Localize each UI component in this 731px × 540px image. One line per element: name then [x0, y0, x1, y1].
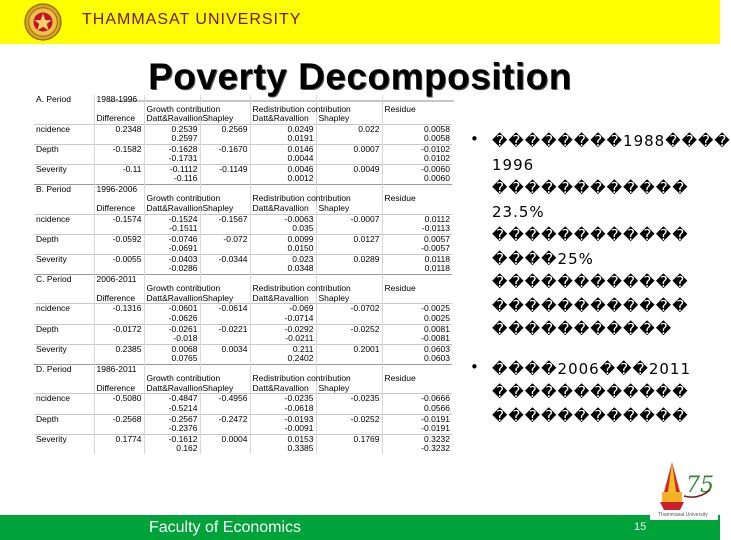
- table-row: [34, 354, 452, 364]
- table-cell: 0.0081: [382, 324, 452, 334]
- table-cell: -0.018: [144, 334, 200, 344]
- table-cell: [94, 264, 144, 274]
- table-cell: -0.0113: [382, 224, 452, 234]
- table-cell: -0.4956: [200, 394, 250, 404]
- table-cell: -0.0091: [250, 424, 316, 434]
- table-cell: [34, 354, 94, 364]
- table-cell: [382, 114, 452, 124]
- table-cell: 0.2402: [250, 354, 316, 364]
- table-row: [34, 394, 452, 404]
- table-cell: [200, 354, 250, 364]
- table-cell: 0.0004: [200, 434, 250, 444]
- bullet-line: 1996: [492, 155, 535, 174]
- table-row: [34, 144, 452, 154]
- bullet-item: [468, 358, 720, 429]
- table-row: [34, 114, 452, 124]
- table-cell: [316, 264, 382, 274]
- table-cell: Shapley: [316, 114, 382, 124]
- table-cell: 0.0289: [316, 254, 382, 264]
- table-row: [34, 334, 452, 344]
- table-cell: 0.0102: [382, 154, 452, 164]
- table-cell: 0.0099: [250, 234, 316, 244]
- table-cell: [316, 404, 382, 414]
- table-cell: Redistribution contribution: [250, 105, 316, 115]
- table-cell: -0.0193: [250, 414, 316, 424]
- table-cell: Severity: [34, 344, 94, 354]
- table-cell: Datt&Ravallion: [144, 294, 200, 304]
- bullet-dot-icon: •: [470, 130, 479, 148]
- table-cell: 0.0153: [250, 434, 316, 444]
- table-cell: Difference: [94, 114, 144, 124]
- table-cell: 0.0025: [382, 314, 452, 324]
- table-cell: [316, 424, 382, 434]
- table-cell: -0.1511: [144, 224, 200, 234]
- table-cell: -0.1731: [144, 154, 200, 164]
- table-cell: [316, 244, 382, 254]
- table-cell: 0.0060: [382, 174, 452, 184]
- table-cell: -0.0102: [382, 144, 452, 154]
- table-cell: -0.0063: [250, 214, 316, 224]
- table-cell: [316, 134, 382, 144]
- table-cell: 0.0118: [382, 254, 452, 264]
- table-cell: 0.035: [250, 224, 316, 234]
- table-cell: -0.0614: [200, 304, 250, 314]
- table-cell: [34, 404, 94, 414]
- table-cell: [316, 154, 382, 164]
- table-cell: [94, 334, 144, 344]
- table-cell: Growth contribution: [144, 284, 200, 294]
- table-row: [34, 344, 452, 354]
- table-cell: -0.0252: [316, 324, 382, 334]
- table-cell: Growth contribution: [144, 105, 200, 115]
- anniversary-logo-icon: [650, 456, 718, 520]
- table-cell: -0.0060: [382, 164, 452, 174]
- table-cell: -0.0211: [250, 334, 316, 344]
- table-cell: [316, 444, 382, 454]
- table-cell: [382, 294, 452, 304]
- table-cell: -0.5080: [94, 394, 144, 404]
- table-cell: -0.0221: [200, 324, 250, 334]
- table-cell: -0.0292: [250, 324, 316, 334]
- table-cell: -0.0403: [144, 254, 200, 264]
- table-cell: -0.1612: [144, 434, 200, 444]
- table-cell: [382, 384, 452, 394]
- bullet-list: [468, 130, 731, 428]
- table-cell: -0.0235: [316, 394, 382, 404]
- decomposition-table-image: [34, 95, 452, 490]
- table-cell: ncidence: [34, 124, 94, 134]
- bullet-line: ������������: [492, 226, 689, 244]
- table-cell: [200, 174, 250, 184]
- table-cell: [382, 204, 452, 214]
- table-cell: Datt&Ravallion: [250, 384, 316, 394]
- bullet-line: ��������1988����: [492, 132, 731, 150]
- table-cell: [34, 294, 94, 304]
- table-cell: 0.0603: [382, 354, 452, 364]
- bullet-line: ������������: [492, 406, 689, 425]
- bullet-line: ����2006���2011: [492, 359, 692, 378]
- table-cell: Difference: [94, 384, 144, 394]
- table-cell: [200, 154, 250, 164]
- bullet-line: ������������: [492, 273, 689, 291]
- table-cell: Shapley: [200, 384, 250, 394]
- table-cell: 0.0191: [250, 134, 316, 144]
- table-cell: [34, 264, 94, 274]
- table-cell: [34, 114, 94, 124]
- table-cell: [200, 314, 250, 324]
- table-cell: [94, 314, 144, 324]
- table-cell: 0.023: [250, 254, 316, 264]
- table-cell: B. Period: [34, 184, 94, 194]
- table-cell: -0.0191: [382, 424, 452, 434]
- table-row: [34, 434, 452, 444]
- table-cell: [200, 334, 250, 344]
- table-cell: [200, 424, 250, 434]
- table-cell: Growth contribution: [144, 194, 200, 204]
- table-cell: 0.0034: [200, 344, 250, 354]
- table-cell: -0.0714: [250, 314, 316, 324]
- table-cell: 0.2539: [144, 124, 200, 134]
- table-row: [34, 384, 452, 394]
- table-cell: A. Period: [36, 94, 71, 104]
- slide-title: Poverty Decomposition: [148, 56, 572, 97]
- table-cell: [200, 244, 250, 254]
- table-row: [34, 324, 452, 334]
- table-cell: 0.3385: [250, 444, 316, 454]
- table-cell: 0.3232: [382, 434, 452, 444]
- table-cell: 0.0057: [382, 234, 452, 244]
- table-cell: -0.1582: [94, 144, 144, 154]
- table-cell: -0.1112: [144, 164, 200, 174]
- table-cell: Severity: [34, 164, 94, 174]
- table-cell: [34, 204, 94, 214]
- table-cell: 0.0249: [250, 124, 316, 134]
- table-cell: -0.1524: [144, 214, 200, 224]
- table-cell: [316, 334, 382, 344]
- table-cell: [94, 354, 144, 364]
- table-cell: [94, 134, 144, 144]
- table-row: [34, 304, 452, 314]
- table-cell: [200, 264, 250, 274]
- table-cell: 0.0146: [250, 144, 316, 154]
- table-cell: [94, 244, 144, 254]
- table-cell: Severity: [34, 254, 94, 264]
- table-cell: 2006-2011: [94, 274, 144, 284]
- table-cell: [34, 444, 94, 454]
- table-cell: -0.5214: [144, 404, 200, 414]
- table-cell: [94, 444, 144, 454]
- table-cell: -0.0007: [316, 214, 382, 224]
- table-cell: -0.2376: [144, 424, 200, 434]
- table-cell: 1986-2011: [94, 364, 144, 374]
- table-cell: -0.0691: [144, 244, 200, 254]
- bullet-line: �����������: [492, 320, 673, 338]
- table-cell: -0.0055: [94, 254, 144, 264]
- table-cell: Depth: [34, 234, 94, 244]
- table-cell: [94, 424, 144, 434]
- table-cell: -0.2472: [200, 414, 250, 424]
- table-cell: 0.022: [316, 124, 382, 134]
- table-cell: Depth: [34, 144, 94, 154]
- table-cell: -0.0666: [382, 394, 452, 404]
- bullet-item: [468, 130, 731, 342]
- table-cell: Residue: [382, 374, 452, 384]
- faculty-label: Faculty of Economics: [148, 519, 302, 536]
- table-row: [34, 234, 452, 244]
- table-cell: -0.0746: [144, 234, 200, 244]
- bullet-line: 23.5%: [492, 202, 545, 221]
- bullet-line: ������������: [492, 296, 689, 315]
- table-cell: -0.1149: [200, 164, 250, 174]
- table-cell: Shapley: [200, 204, 250, 214]
- table-cell: Severity: [34, 434, 94, 444]
- table-cell: 0.0348: [250, 264, 316, 274]
- table-cell: 0.0765: [144, 354, 200, 364]
- table-cell: Redistribution contribution: [250, 374, 316, 384]
- table-cell: [34, 334, 94, 344]
- table-cell: -0.0702: [316, 304, 382, 314]
- table-cell: [316, 354, 382, 364]
- university-seal-icon: [24, 3, 62, 41]
- table-cell: [34, 224, 94, 234]
- table-row: [34, 294, 452, 304]
- table-cell: ncidence: [34, 304, 94, 314]
- table-row: [34, 134, 452, 144]
- table-cell: Shapley: [316, 384, 382, 394]
- table-cell: 0.211: [250, 344, 316, 354]
- table-cell: Shapley: [200, 114, 250, 124]
- table-cell: 0.0112: [382, 214, 452, 224]
- table-cell: [34, 284, 94, 294]
- table-cell: -0.4847: [144, 394, 200, 404]
- table-cell: 0.0150: [250, 244, 316, 254]
- table-cell: Residue: [382, 105, 452, 115]
- table-cell: -0.1628: [144, 144, 200, 154]
- table-row: [34, 224, 452, 234]
- table-cell: -0.0252: [316, 414, 382, 424]
- table-cell: Difference: [94, 294, 144, 304]
- table-cell: Growth contribution: [144, 374, 200, 384]
- table-row: [34, 154, 452, 164]
- table-cell: -0.2567: [144, 414, 200, 424]
- table-cell: 0.2569: [200, 124, 250, 134]
- table-cell: -0.0235: [250, 394, 316, 404]
- table-cell: -0.1316: [94, 304, 144, 314]
- table-cell: Datt&Ravallion: [144, 204, 200, 214]
- table-cell: Residue: [382, 194, 452, 204]
- table-cell: 0.0044: [250, 154, 316, 164]
- table-cell: Datt&Ravallion: [250, 204, 316, 214]
- table-cell: 0.0127: [316, 234, 382, 244]
- table-cell: -0.0261: [144, 324, 200, 334]
- table-cell: ncidence: [34, 214, 94, 224]
- table-cell: [200, 224, 250, 234]
- table-cell: 0.2001: [316, 344, 382, 354]
- table-cell: 0.0118: [382, 264, 452, 274]
- table-cell: Depth: [34, 324, 94, 334]
- table-cell: -0.0626: [144, 314, 200, 324]
- table-cell: [94, 404, 144, 414]
- table-cell: Datt&Ravallion: [250, 294, 316, 304]
- table-row: [34, 414, 452, 424]
- table-cell: -0.072: [200, 234, 250, 244]
- table-cell: -0.0601: [144, 304, 200, 314]
- table-cell: Depth: [34, 414, 94, 424]
- table-row: [34, 124, 452, 134]
- bullet-line: ������������: [492, 383, 689, 401]
- table-row: [34, 214, 452, 224]
- table-cell: 1988-1996: [94, 95, 144, 105]
- table-cell: [34, 424, 94, 434]
- table-cell: -0.3232: [382, 444, 452, 454]
- table-cell: -0.0618: [250, 404, 316, 414]
- table-cell: [34, 154, 94, 164]
- table-cell: [34, 314, 94, 324]
- table-cell: [200, 404, 250, 414]
- table-cell: -0.1567: [200, 214, 250, 224]
- table-cell: [200, 444, 250, 454]
- table-cell: [34, 174, 94, 184]
- table-cell: -0.069: [250, 304, 316, 314]
- table-cell: [34, 244, 94, 254]
- table-cell: 1996-2006: [94, 184, 144, 194]
- table-cell: [316, 314, 382, 324]
- table-cell: ncidence: [34, 394, 94, 404]
- table-cell: [34, 194, 94, 204]
- table-cell: 0.2348: [94, 124, 144, 134]
- table-row: [34, 424, 452, 434]
- table-cell: [316, 224, 382, 234]
- table-cell: 0.1769: [316, 434, 382, 444]
- table-cell: -0.1574: [94, 214, 144, 224]
- table-row: [34, 174, 452, 184]
- table-row: [34, 314, 452, 324]
- table-cell: Shapley: [316, 294, 382, 304]
- table-cell: -0.0057: [382, 244, 452, 254]
- table-row: [34, 254, 452, 264]
- table-cell: Redistribution contribution: [250, 284, 316, 294]
- table-cell: Residue: [382, 284, 452, 294]
- table-cell: -0.0191: [382, 414, 452, 424]
- svg-text:Thammasat University: Thammasat University: [658, 512, 708, 518]
- table-cell: Shapley: [316, 204, 382, 214]
- table-cell: C. Period: [34, 274, 94, 284]
- bullet-line: ����25%: [492, 249, 594, 268]
- table-row: [34, 264, 452, 274]
- table-cell: -0.2568: [94, 414, 144, 424]
- table-cell: Difference: [94, 204, 144, 214]
- decomposition-table: [34, 95, 452, 454]
- table-cell: Datt&Ravallion: [144, 384, 200, 394]
- university-name: THAMMASAT UNIVERSITY: [82, 11, 302, 28]
- table-cell: [94, 174, 144, 184]
- svg-text:75: 75: [686, 473, 714, 498]
- table-row: [34, 164, 452, 174]
- table-cell: -0.116: [144, 174, 200, 184]
- table-cell: 0.0058: [382, 134, 452, 144]
- table-row: [34, 244, 452, 254]
- table-cell: 0.0007: [316, 144, 382, 154]
- table-cell: [200, 134, 250, 144]
- table-cell: [34, 134, 94, 144]
- table-cell: -0.0286: [144, 264, 200, 274]
- table-cell: -0.0344: [200, 254, 250, 264]
- table-cell: D. Period: [34, 364, 94, 374]
- table-cell: 0.0566: [382, 404, 452, 414]
- table-cell: -0.0172: [94, 324, 144, 334]
- table-cell: 0.0049: [316, 164, 382, 174]
- table-cell: Redistribution contribution: [250, 194, 316, 204]
- table-cell: [316, 174, 382, 184]
- table-row: [34, 204, 452, 214]
- table-cell: Datt&Ravallion: [144, 114, 200, 124]
- table-cell: [34, 105, 94, 115]
- table-cell: [34, 374, 94, 384]
- table-cell: -0.11: [94, 164, 144, 174]
- table-cell: -0.1670: [200, 144, 250, 154]
- table-cell: 0.0068: [144, 344, 200, 354]
- table-cell: 0.0046: [250, 164, 316, 174]
- page-number: 15: [634, 521, 647, 533]
- table-cell: Shapley: [200, 294, 250, 304]
- table-cell: 0.0058: [382, 124, 452, 134]
- table-cell: [34, 384, 94, 394]
- table-cell: -0.0081: [382, 334, 452, 344]
- table-cell: -0.0592: [94, 234, 144, 244]
- table-cell: 0.2597: [144, 134, 200, 144]
- table-cell: [94, 154, 144, 164]
- bullet-dot-icon: •: [470, 357, 479, 376]
- table-cell: 0.0603: [382, 344, 452, 354]
- table-cell: 0.1774: [94, 434, 144, 444]
- table-row: [34, 404, 452, 414]
- table-cell: -0.0025: [382, 304, 452, 314]
- table-cell: 0.162: [144, 444, 200, 454]
- table-cell: [94, 224, 144, 234]
- table-cell: 0.2385: [94, 344, 144, 354]
- table-cell: 0.0012: [250, 174, 316, 184]
- table-row: [34, 444, 452, 454]
- bullet-line: ������������: [492, 179, 689, 197]
- table-cell: Datt&Ravallion: [250, 114, 316, 124]
